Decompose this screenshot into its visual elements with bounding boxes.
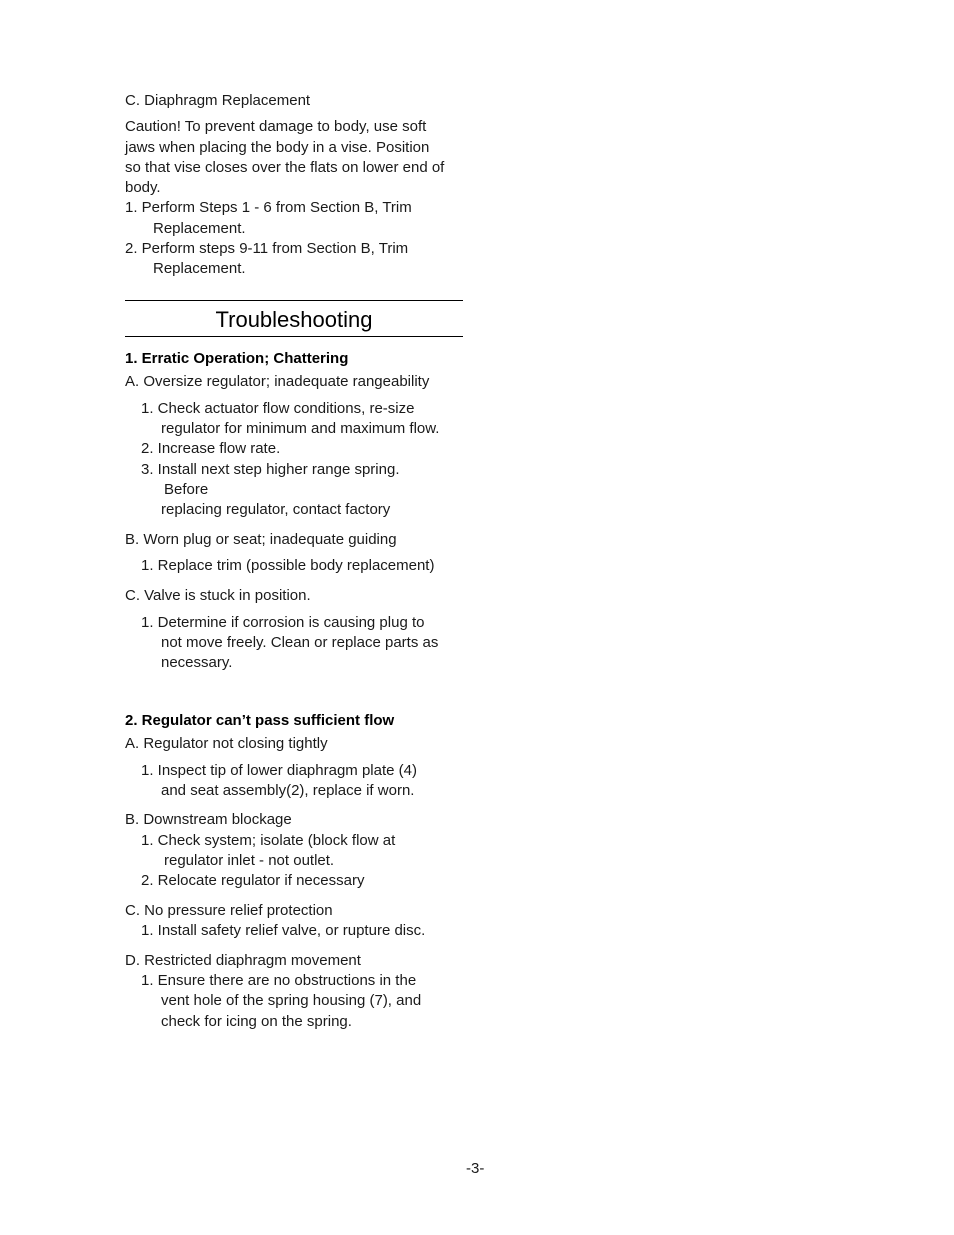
remedy-line: 1. Check actuator flow conditions, re-size (141, 400, 415, 417)
problem-2-cause-a: A. Regulator not closing tightly (125, 735, 328, 752)
caution-line: body. (125, 179, 161, 196)
step-1-cont: Replacement. (153, 220, 246, 237)
remedy-line: not move freely. Clean or replace parts as (161, 634, 439, 651)
caution-line: Caution! To prevent damage to body, use soft (125, 118, 427, 135)
remedy-line: 1. Check system; isolate (block flow at (141, 832, 396, 849)
remedy-line: check for icing on the spring. (161, 1013, 352, 1030)
remedy-line: 1. Install safety relief valve, or rupture disc. (141, 922, 426, 939)
problem-2-cause-d: D. Restricted diaphragm movement (125, 952, 361, 969)
remedy-line: 1. Inspect tip of lower diaphragm plate (4) (141, 762, 417, 779)
section-c-title: C. Diaphragm Replacement (125, 92, 311, 109)
problem-2-title: 2. Regulator can’t pass sufficient flow (125, 712, 395, 729)
page-number: -3- (466, 1160, 485, 1177)
remedy-line: 3. Install next step higher range spring. (141, 461, 400, 478)
troubleshooting-heading: Troubleshooting (215, 307, 373, 332)
problem-1-cause-b: B. Worn plug or seat; inadequate guiding (125, 531, 397, 548)
remedy-line: 2. Relocate regulator if necessary (141, 872, 365, 889)
step-2-cont: Replacement. (153, 260, 246, 277)
problem-1-cause-a: A. Oversize regulator; inadequate rangeability (125, 373, 430, 390)
step-1: 1. Perform Steps 1 - 6 from Section B, Trim (125, 199, 412, 216)
heading-rule-top (125, 300, 463, 301)
remedy-line: 1. Determine if corrosion is causing plug to (141, 614, 425, 631)
remedy-line: necessary. (161, 654, 233, 671)
remedy-line: regulator inlet - not outlet. (164, 852, 335, 869)
problem-1-title: 1. Erratic Operation; Chattering (125, 350, 349, 367)
step-2: 2. Perform steps 9-11 from Section B, Trim (125, 240, 409, 257)
caution-line: so that vise closes over the flats on lower end of (125, 159, 445, 176)
remedy-line: 1. Ensure there are no obstructions in the (141, 972, 417, 989)
remedy-line: 1. Replace trim (possible body replacement) (141, 557, 435, 574)
problem-1-cause-c: C. Valve is stuck in position. (125, 587, 311, 604)
problem-2-cause-b: B. Downstream blockage (125, 811, 292, 828)
caution-line: jaws when placing the body in a vise. Position (125, 139, 430, 156)
remedy-line: Before (164, 481, 209, 498)
remedy-line: and seat assembly(2), replace if worn. (161, 782, 415, 799)
heading-rule-bottom (125, 336, 463, 337)
remedy-line: 2. Increase flow rate. (141, 440, 281, 457)
remedy-line: vent hole of the spring housing (7), and (161, 992, 422, 1009)
remedy-line: replacing regulator, contact factory (161, 501, 391, 518)
remedy-line: regulator for minimum and maximum flow. (161, 420, 440, 437)
problem-2-cause-c: C. No pressure relief protection (125, 902, 333, 919)
